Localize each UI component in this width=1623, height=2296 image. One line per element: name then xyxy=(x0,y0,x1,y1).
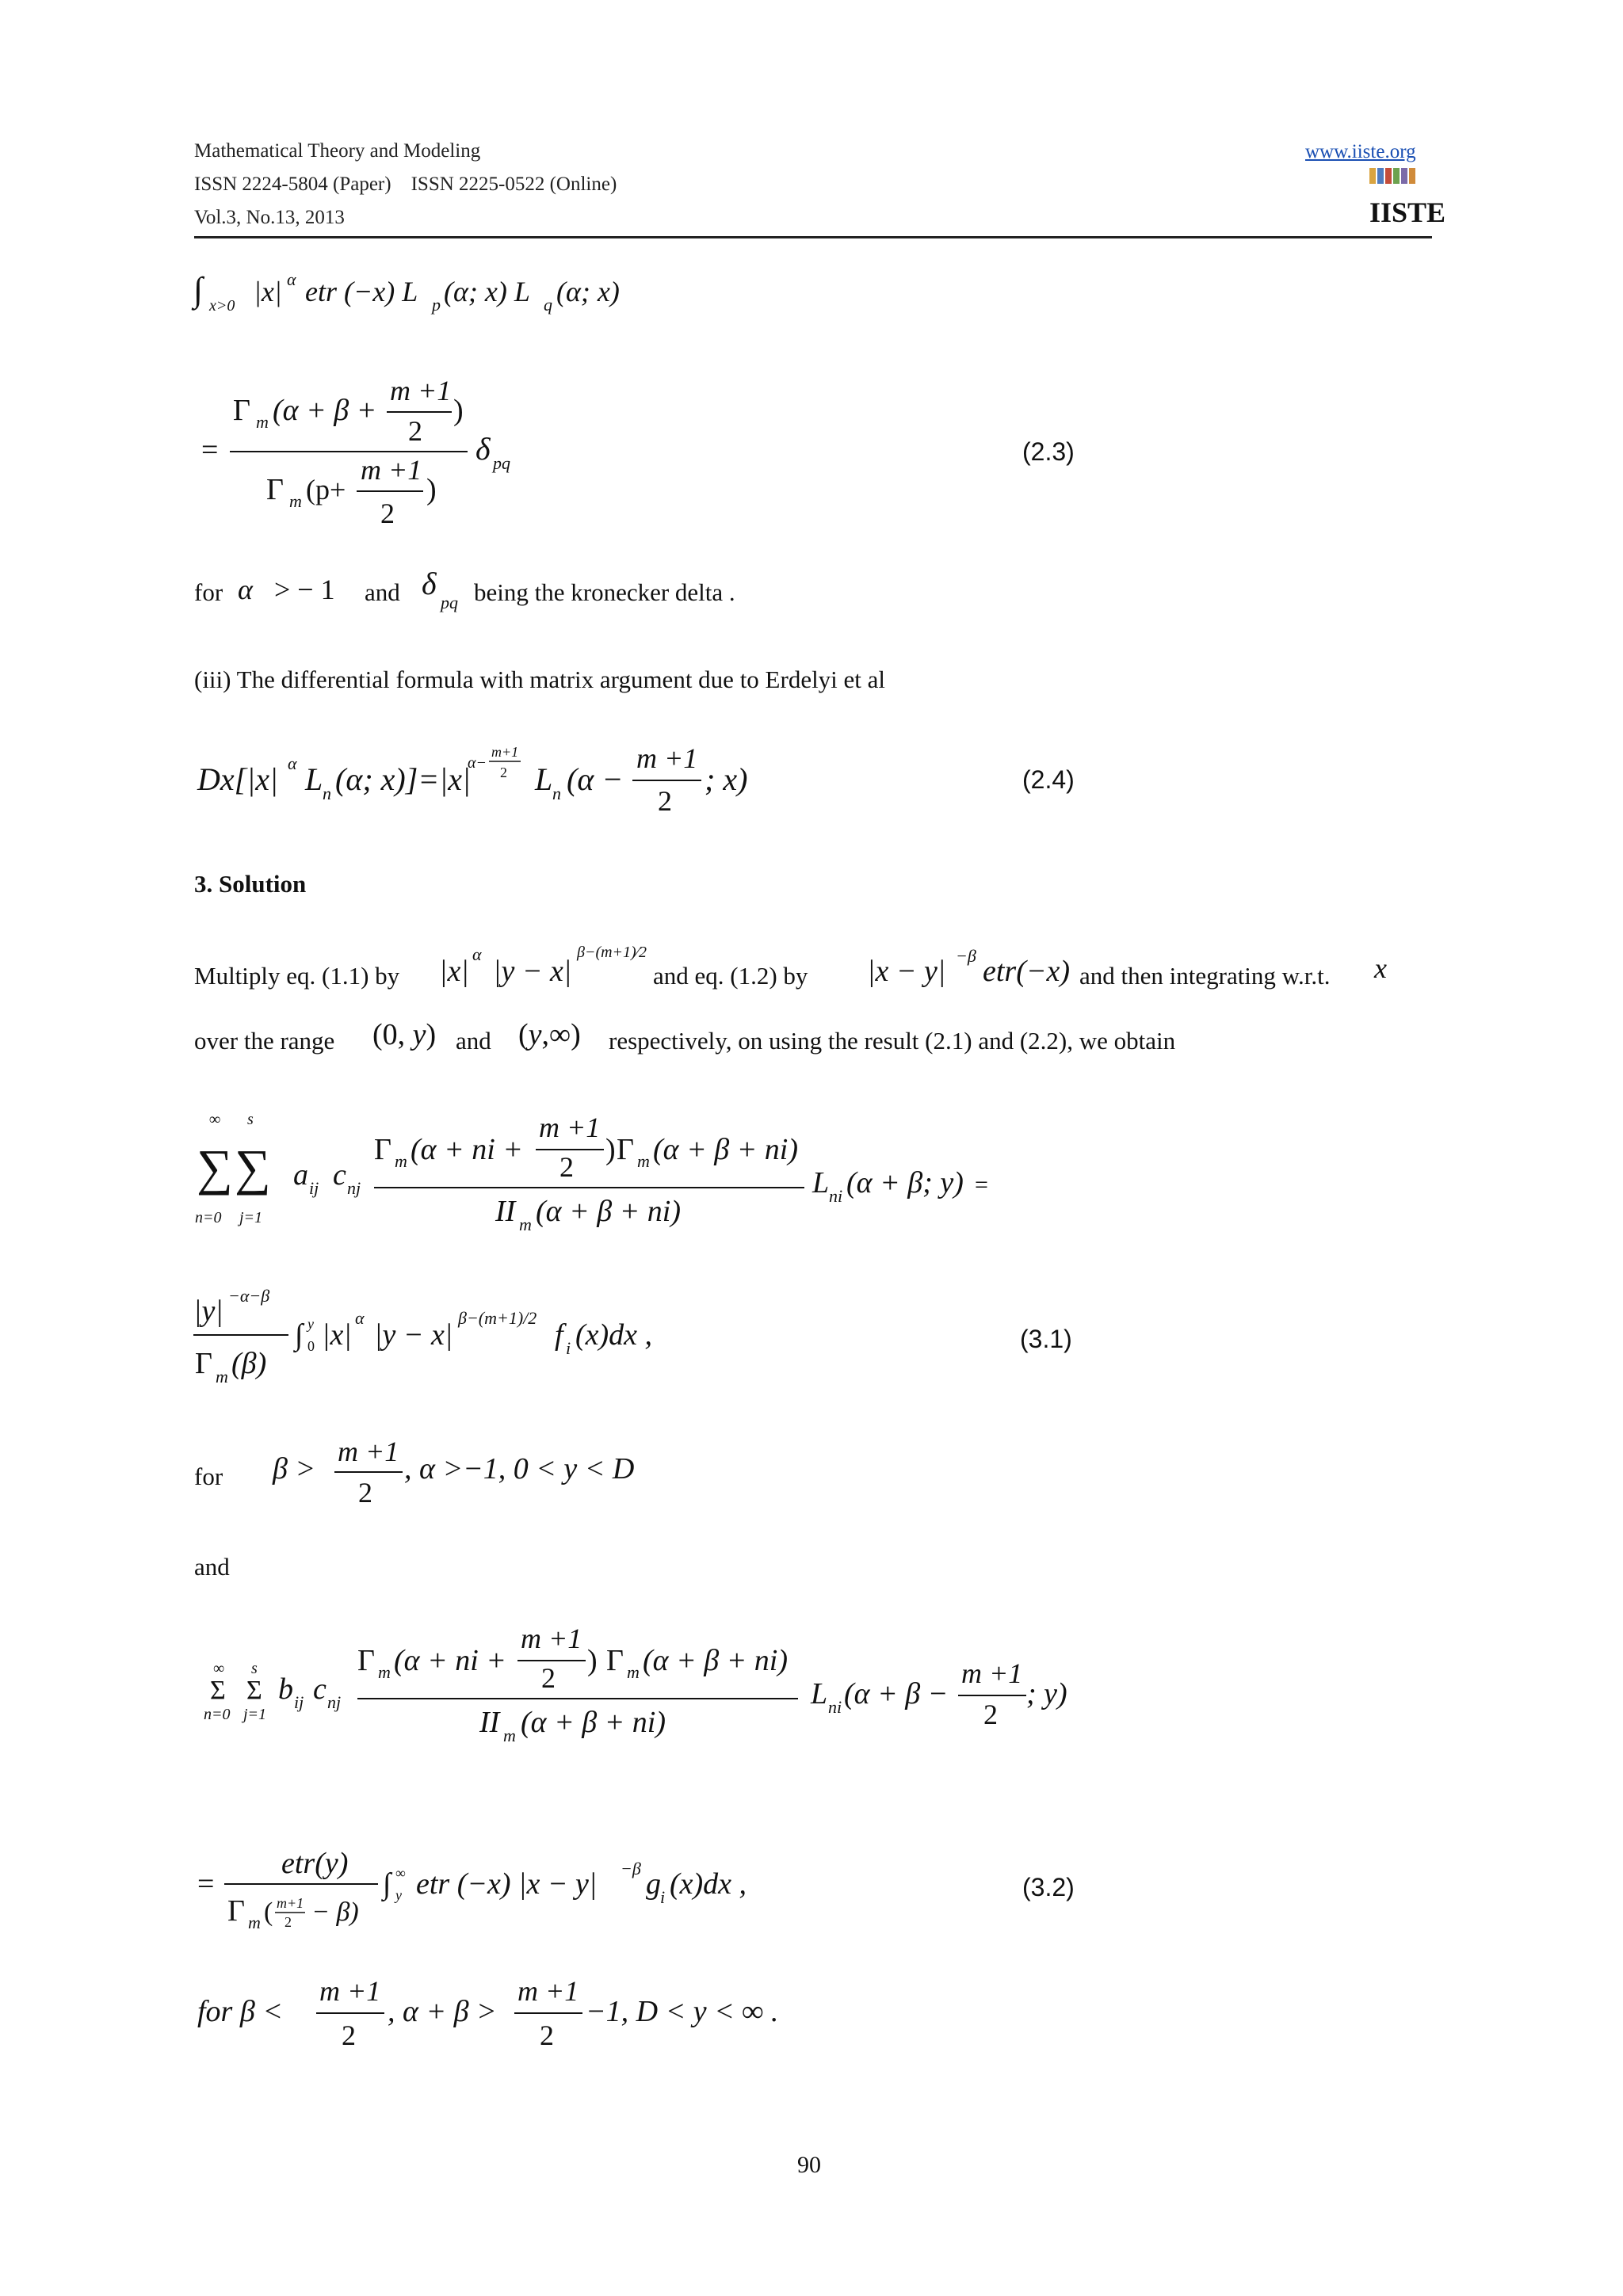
alpha-condition xyxy=(235,567,361,612)
svg-text:−α−β: −α−β xyxy=(228,1286,270,1306)
svg-text:m+1: m+1 xyxy=(277,1895,304,1911)
svg-text:i: i xyxy=(660,1887,666,1907)
page-number: 90 xyxy=(797,2152,821,2178)
svg-text:(α; x) L: (α; x) L xyxy=(444,276,530,307)
svg-text:II: II xyxy=(479,1706,500,1739)
svg-text:ni: ni xyxy=(828,1697,842,1717)
svg-text:(α; x): (α; x) xyxy=(556,276,620,307)
svg-text:m: m xyxy=(289,491,302,511)
svg-text:|y|: |y| xyxy=(193,1295,223,1328)
svg-text:, α + β >: , α + β > xyxy=(388,1995,497,2028)
svg-text:x: x xyxy=(1374,952,1387,984)
kronecker-description: being the kronecker delta . xyxy=(474,578,735,606)
svg-text:y: y xyxy=(307,1316,314,1332)
svg-text:m+1: m+1 xyxy=(491,744,519,760)
svg-text:(α + β + ni): (α + β + ni) xyxy=(536,1195,682,1228)
svg-text:2: 2 xyxy=(541,1662,556,1694)
svg-text:=: = xyxy=(975,1172,988,1198)
svg-text:∫: ∫ xyxy=(295,1318,304,1352)
svg-text:2: 2 xyxy=(380,498,395,529)
svg-text:L: L xyxy=(535,761,553,797)
svg-text:ni: ni xyxy=(829,1186,843,1206)
range-y-infinity xyxy=(515,1013,618,1057)
svg-text:(α; x)]=|x|: (α; x)]=|x| xyxy=(335,761,472,797)
svg-text:m: m xyxy=(627,1662,640,1682)
svg-text:(α + β + ni): (α + β + ni) xyxy=(521,1706,666,1739)
svg-text:pq: pq xyxy=(493,453,510,473)
svg-text:2: 2 xyxy=(342,2019,356,2051)
svg-text:2: 2 xyxy=(983,1699,998,1730)
svg-text:=: = xyxy=(201,433,219,467)
svg-text:− β): − β) xyxy=(311,1897,359,1927)
svg-text:β−(m+1)⁄2: β−(m+1)⁄2 xyxy=(577,944,647,961)
svg-text:−β: −β xyxy=(621,1859,641,1878)
range-text-b: respectively, on using the result (2.1) and (2.2), we obtain xyxy=(609,1027,1176,1055)
svg-text:, α >−1, 0 < y < D: , α >−1, 0 < y < D xyxy=(404,1452,635,1486)
website-link[interactable]: www.iiste.org xyxy=(1305,141,1416,162)
svg-text:> − 1: > − 1 xyxy=(274,574,335,605)
svg-text:s: s xyxy=(247,1111,254,1128)
svg-text:α: α xyxy=(355,1308,365,1328)
svg-text:g: g xyxy=(646,1867,661,1901)
svg-text:0: 0 xyxy=(307,1338,315,1354)
svg-text:m: m xyxy=(395,1151,407,1171)
range-and: and xyxy=(456,1027,491,1055)
svg-text:∫: ∫ xyxy=(383,1867,391,1901)
equation-2-3 xyxy=(198,372,610,547)
svg-text:Γ: Γ xyxy=(195,1347,212,1380)
svg-text:a: a xyxy=(293,1158,308,1192)
svg-text:|x|: |x| xyxy=(254,276,282,307)
svg-text:=: = xyxy=(197,1867,215,1901)
svg-text:(α + β + ni): (α + β + ni) xyxy=(653,1133,799,1166)
svg-text:j=1: j=1 xyxy=(239,1209,263,1226)
svg-text:etr(−x): etr(−x) xyxy=(983,955,1071,988)
svg-text:etr(y): etr(y) xyxy=(281,1847,349,1880)
svg-text:(y,∞): (y,∞) xyxy=(518,1018,581,1051)
iiste-logo-graphic xyxy=(1368,166,1446,228)
svg-text:): ) xyxy=(426,473,437,506)
svg-text:(α + β +: (α + β + xyxy=(273,394,377,427)
svg-text:j=1: j=1 xyxy=(243,1706,267,1723)
svg-text:Σ: Σ xyxy=(210,1676,226,1705)
svg-text:m: m xyxy=(519,1215,532,1234)
svg-text:Γ: Γ xyxy=(357,1644,375,1677)
svg-text:m: m xyxy=(216,1367,228,1386)
svg-text:∞: ∞ xyxy=(395,1865,406,1881)
journal-title: Mathematical Theory and Modeling xyxy=(194,140,481,162)
svg-text:∫: ∫ xyxy=(193,270,204,309)
svg-text:m: m xyxy=(256,412,269,432)
svg-text:(x)dx ,: (x)dx , xyxy=(670,1867,747,1901)
svg-text:ij: ij xyxy=(309,1178,319,1198)
condition-1 xyxy=(269,1432,713,1527)
equation-number-2-4: (2.4) xyxy=(1022,765,1075,794)
svg-text:δ: δ xyxy=(475,431,491,467)
and-label: and xyxy=(365,578,400,606)
svg-text:s: s xyxy=(251,1660,258,1677)
header-rule xyxy=(194,236,1432,238)
svg-text:2: 2 xyxy=(285,1914,292,1930)
svg-text:for β <: for β < xyxy=(197,1995,283,2028)
svg-text:(α + β + ni): (α + β + ni) xyxy=(643,1644,789,1677)
svg-text:Dx[|x|: Dx[|x| xyxy=(197,761,278,797)
iiste-logo xyxy=(1368,166,1446,228)
differential-formula-heading: (iii) The differential formula with matrix argument due to Erdelyi et al xyxy=(194,666,886,693)
svg-text:Γ: Γ xyxy=(266,473,284,506)
svg-text:(0, y): (0, y) xyxy=(372,1018,437,1051)
svg-text:2: 2 xyxy=(358,1477,372,1508)
svg-text:2: 2 xyxy=(658,785,672,817)
svg-text:δ: δ xyxy=(422,566,437,601)
svg-text:II: II xyxy=(495,1195,516,1228)
svg-text:|x − y|: |x − y| xyxy=(867,955,946,988)
svg-text:(: ( xyxy=(264,1897,273,1927)
multiply-text-c: and then integrating w.r.t. xyxy=(1079,962,1331,990)
range-0-y xyxy=(369,1013,456,1057)
svg-text:α: α xyxy=(472,944,482,964)
multiplier-2 xyxy=(864,935,1086,998)
svg-text:m +1: m +1 xyxy=(521,1623,582,1654)
equation-number-3-1: (3.1) xyxy=(1020,1325,1072,1353)
svg-text:(α −: (α − xyxy=(567,761,624,797)
svg-text:L: L xyxy=(305,761,323,797)
svg-text:2: 2 xyxy=(408,415,422,447)
svg-text:n=0: n=0 xyxy=(204,1706,231,1723)
equation-number-2-3: (2.3) xyxy=(1022,437,1075,466)
and-connector: and xyxy=(194,1553,230,1581)
variable-x xyxy=(1371,948,1403,987)
equation-2-4 xyxy=(194,733,796,836)
svg-text:ij: ij xyxy=(294,1692,304,1712)
svg-text:|y − x|: |y − x| xyxy=(493,955,572,988)
svg-text:α: α xyxy=(288,753,297,773)
svg-text:y: y xyxy=(395,1887,402,1903)
svg-text:m +1: m +1 xyxy=(539,1112,601,1143)
multiplier-1 xyxy=(436,935,658,998)
svg-text:|x|: |x| xyxy=(322,1318,352,1352)
svg-text:∑: ∑ xyxy=(197,1139,233,1196)
section-title: 3. Solution xyxy=(194,870,307,898)
svg-text:β−(m+1)/2: β−(m+1)/2 xyxy=(458,1308,537,1328)
condition-for-label: for xyxy=(194,1463,223,1490)
svg-text:; x): ; x) xyxy=(705,761,748,797)
svg-text:nj: nj xyxy=(347,1178,361,1198)
svg-text:b: b xyxy=(278,1672,293,1706)
svg-text:m +1: m +1 xyxy=(361,454,422,486)
logo-text: IISTE xyxy=(1369,196,1446,228)
multiply-text-b: and eq. (1.2) by xyxy=(653,962,808,990)
svg-text:(α + ni +: (α + ni + xyxy=(411,1133,523,1166)
svg-text:α−: α− xyxy=(468,754,487,772)
svg-text:2: 2 xyxy=(540,2019,554,2051)
orthogonality-integral xyxy=(190,261,745,333)
svg-text:2: 2 xyxy=(500,765,507,780)
svg-text:β >: β > xyxy=(273,1452,316,1486)
svg-text:m: m xyxy=(503,1726,516,1745)
svg-text:): ) xyxy=(587,1644,598,1677)
svg-text:m +1: m +1 xyxy=(961,1657,1023,1689)
svg-text:Σ: Σ xyxy=(246,1676,262,1705)
svg-text:Γ: Γ xyxy=(374,1133,391,1166)
svg-text:−1, D < y < ∞ .: −1, D < y < ∞ . xyxy=(586,1995,779,2028)
svg-text:(α + β −: (α + β − xyxy=(844,1677,949,1711)
equation-3-2-integral xyxy=(194,1838,828,1941)
svg-text:∞: ∞ xyxy=(213,1660,225,1677)
svg-text:(x)dx ,: (x)dx , xyxy=(575,1318,653,1352)
svg-text:n: n xyxy=(323,784,331,803)
svg-text:n: n xyxy=(552,784,561,803)
for-label: for xyxy=(194,578,223,606)
svg-text:): ) xyxy=(605,1133,616,1166)
svg-text:(p+: (p+ xyxy=(306,474,346,505)
svg-text:m +1: m +1 xyxy=(338,1436,399,1467)
svg-text:∑: ∑ xyxy=(235,1139,271,1196)
svg-text:∞: ∞ xyxy=(209,1111,221,1128)
svg-text:; y): ; y) xyxy=(1026,1677,1067,1711)
equation-number-3-2: (3.2) xyxy=(1022,1873,1075,1901)
svg-text:Γ: Γ xyxy=(606,1644,624,1677)
svg-text:L: L xyxy=(812,1166,830,1199)
svg-text:L: L xyxy=(811,1677,828,1711)
svg-text:c: c xyxy=(333,1158,346,1192)
svg-text:etr (−x) L: etr (−x) L xyxy=(305,276,418,307)
svg-text:f: f xyxy=(555,1318,563,1352)
range-text-a: over the range xyxy=(194,1027,335,1055)
equation-3-2-series xyxy=(202,1616,1113,1767)
svg-text:): ) xyxy=(453,394,464,427)
svg-text:m: m xyxy=(248,1913,261,1932)
equation-3-1-integral xyxy=(190,1280,745,1398)
svg-text:m: m xyxy=(637,1151,650,1171)
svg-text:i: i xyxy=(566,1338,571,1358)
svg-text:x>0: x>0 xyxy=(209,297,235,315)
multiply-text-a: Multiply eq. (1.1) by xyxy=(194,962,400,990)
svg-text:q: q xyxy=(544,295,552,315)
condition-2 xyxy=(194,1969,828,2064)
svg-text:m +1: m +1 xyxy=(517,1975,579,2007)
svg-text:(β): (β) xyxy=(231,1347,267,1380)
svg-text:−β: −β xyxy=(956,946,976,966)
svg-text:(α + ni +: (α + ni + xyxy=(394,1644,506,1677)
svg-text:|y − x|: |y − x| xyxy=(374,1318,453,1352)
svg-text:|x|: |x| xyxy=(439,955,469,988)
svg-text:pq: pq xyxy=(441,593,458,612)
svg-text:etr (−x) |x − y|: etr (−x) |x − y| xyxy=(416,1867,598,1901)
svg-text:(α + β; y): (α + β; y) xyxy=(846,1166,964,1199)
svg-text:n=0: n=0 xyxy=(195,1209,222,1226)
svg-text:α: α xyxy=(238,574,253,605)
issn-line: ISSN 2224-5804 (Paper) ISSN 2225-0522 (Online) xyxy=(194,174,617,195)
equation-3-1-series xyxy=(190,1105,1022,1248)
svg-text:m +1: m +1 xyxy=(390,375,452,406)
svg-text:2: 2 xyxy=(559,1151,574,1183)
svg-text:nj: nj xyxy=(327,1692,342,1712)
svg-text:m: m xyxy=(378,1662,391,1682)
svg-text:Γ: Γ xyxy=(233,394,250,427)
svg-text:Γ: Γ xyxy=(227,1894,245,1928)
svg-text:m +1: m +1 xyxy=(319,1975,381,2007)
svg-text:c: c xyxy=(313,1672,327,1706)
svg-text:Γ: Γ xyxy=(617,1133,634,1166)
svg-text:p: p xyxy=(432,295,441,315)
kronecker-delta xyxy=(418,564,474,620)
svg-text:α: α xyxy=(287,269,296,289)
volume-line: Vol.3, No.13, 2013 xyxy=(194,207,345,228)
svg-text:m +1: m +1 xyxy=(636,742,698,774)
